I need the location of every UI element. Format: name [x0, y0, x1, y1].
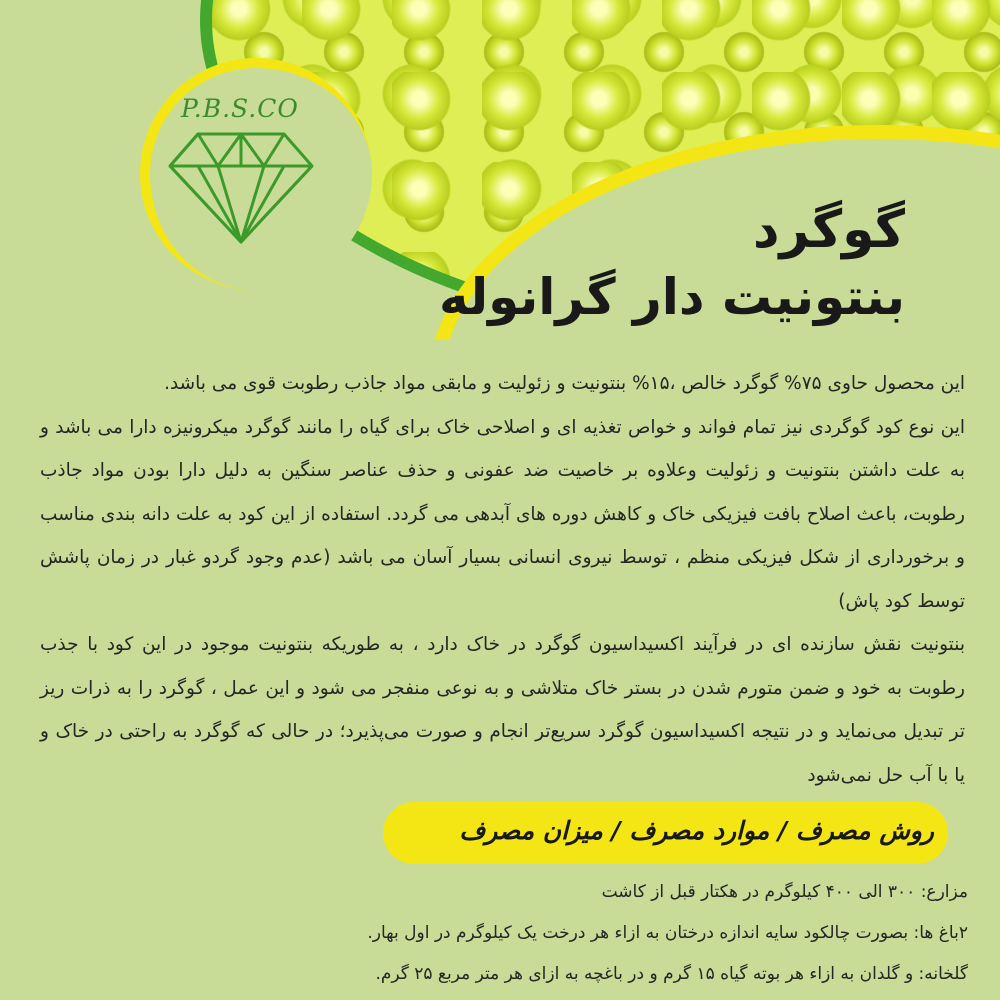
usage-heading: روش مصرف / موارد مصرف / میزان مصرف: [459, 816, 934, 845]
usage-item-orchards: ۲باغ ها: بصورت چالکود سایه اندازه درختان به ازاء هر درخت یک کیلوگرم در اول بهار.: [367, 923, 968, 943]
product-description: [40, 362, 965, 797]
usage-list: [28, 872, 968, 995]
description-paragraph: این نوع کود گوگردی نیز تمام فواند و خواص تغذیه ای و اصلاحی خاک برای گیاه را مانند گوگرد میکرونیزه دارا می باشد و به علت داشتن بنتونیت و زئولیت وعلاوه بر خاصیت ضد عفونی و حذف عناصر سنگین به دلیل دارا بودن مواد جاذب رطوبت، باعث اصلاح بافت فیزیکی خاک و کاهش دوره های آبدهی می گردد. استفاده از این کود به علت دانه بندی مناسب و برخورداری از شکل فیزیکی منظم ، توسط نیروی انسانی بسیار آسان می باشد (عدم وجود گردو غبار در زمان پاشش توسط کود پاش): [40, 416, 965, 612]
usage-item-greenhouse: گلخانه: و گلدان به ازاء هر بوته گیاه ۱۵ گرم و در باغچه به ازای هر متر مربع ۲۵ گرم.: [375, 964, 968, 984]
description-paragraph: این محصول حاوی ۷۵% گوگرد خالص ،۱۵% بنتونیت و زئولیت و مابقی مواد جاذب رطوبت قوی می باشد.: [164, 373, 965, 394]
logo-text: P.B.S.CO: [181, 94, 299, 123]
page-title-line1: گوگرد: [752, 200, 905, 260]
diamond-logo-icon: [166, 128, 316, 246]
page-title-line2: بنتونیت دار گرانوله: [439, 268, 905, 326]
description-paragraph: بنتونیت نقش سازنده ای در فرآیند اکسیداسیون گوگرد در خاک دارد ، به طوریکه بنتونیت موجود در این کود با جذب رطوبت به خود و ضمن متورم شدن در بستر خاک متلاشی و به نوعی منفجر می شود و این عمل ، گوگرد را به ذرات ریز تر تبدیل می‌نماید و در نتیجه اکسیداسیون گوگرد سریع‌تر انجام و صورت می‌پذیرد؛ در حالی که گوگرد به راحتی در خاک و یا با آب حل نمی‌شود: [40, 634, 965, 786]
usage-item-farms: مزارع: ۳۰۰ الی ۴۰۰ کیلوگرم در هکتار قبل از کاشت: [601, 882, 968, 902]
